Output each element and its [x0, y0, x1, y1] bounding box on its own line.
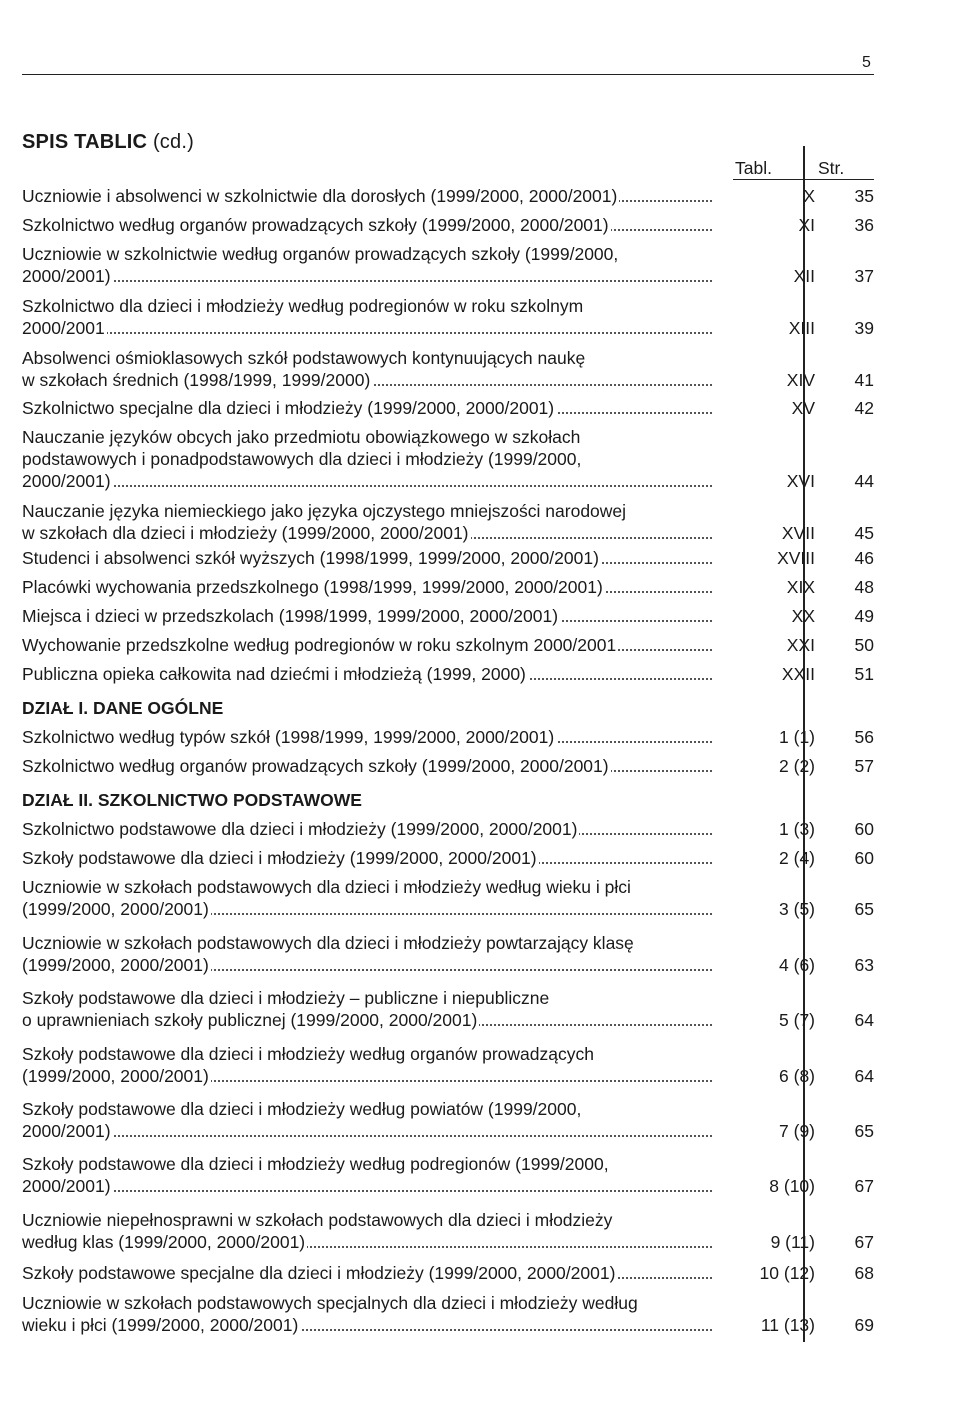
- toc-entry-title: Szkoły podstawowe dla dzieci i młodzieży według podregionów (1999/2000,: [22, 1154, 609, 1174]
- toc-entry-page-number: 35: [854, 186, 874, 206]
- page-title-text: SPIS TABLIC: [22, 131, 148, 153]
- toc-entry: [22, 243, 902, 287]
- toc-entry-table-number: 11 (13): [760, 1315, 815, 1335]
- toc-entry-leader-line: [22, 397, 712, 419]
- toc-entry-title: Szkoły podstawowe dla dzieci i młodzieży – publiczne i niepubliczne: [22, 988, 550, 1008]
- toc-entry-page-number: 63: [854, 955, 874, 975]
- toc-entry: [22, 547, 902, 569]
- toc-entry-table-number: 1 (3): [779, 819, 815, 839]
- toc-entry-title: 2000/2001): [22, 471, 111, 491]
- toc-entry: [22, 634, 902, 656]
- toc-entry-table-number: 6 (8): [779, 1066, 815, 1086]
- toc-entry: [22, 847, 902, 869]
- toc-entry-leader-line: [22, 726, 712, 748]
- toc-entry-title: o uprawnieniach szkoły publicznej (1999/2000, 2000/2001): [22, 1010, 478, 1030]
- toc-entry-leader-line: [22, 1314, 712, 1336]
- toc-entry-title: Szkolnictwo specjalne dla dzieci i młodzieży (1999/2000, 2000/2001): [22, 398, 555, 418]
- toc-entry: [22, 295, 902, 339]
- toc-entry-page-number: 56: [854, 727, 874, 747]
- toc-entry-leader-line: [22, 1065, 712, 1087]
- toc-entry-title: Wychowanie przedszkolne według podregionów w roku szkolnym 2000/2001: [22, 635, 617, 655]
- toc-entry-title: Szkolnictwo według organów prowadzących szkoły (1999/2000, 2000/2001): [22, 215, 609, 235]
- toc-entry-leader-line: [22, 818, 712, 840]
- toc-entry: [22, 1153, 902, 1197]
- toc-entry-page-number: 60: [854, 819, 874, 839]
- toc-entry-table-number: XX: [791, 606, 815, 626]
- toc-entry-title: Miejsca i dzieci w przedszkolach (1998/1999, 1999/2000, 2000/2001): [22, 606, 559, 626]
- toc-entry-table-number: X: [803, 186, 815, 206]
- toc-entry-page-number: 46: [854, 548, 874, 568]
- toc-entry-title: 2000/2001: [22, 318, 105, 338]
- toc-entry-table-number: XVI: [786, 471, 815, 491]
- toc-entry-leader-line: [22, 634, 712, 656]
- page-number: 5: [862, 54, 871, 71]
- toc-entry-title: Szkolnictwo według typów szkół (1998/1999, 1999/2000, 2000/2001): [22, 727, 555, 747]
- toc-entry-title: (1999/2000, 2000/2001): [22, 1066, 209, 1086]
- toc-entry-leader-line: [22, 265, 712, 287]
- toc-entry-page-number: 57: [854, 756, 874, 776]
- toc-entry-title: Szkolnictwo podstawowe dla dzieci i młodzieży (1999/2000, 2000/2001): [22, 819, 578, 839]
- toc-entry-table-number: 5 (7): [779, 1010, 815, 1030]
- toc-entry-leader-line: [22, 547, 712, 569]
- toc-entry-page-number: 65: [854, 1121, 874, 1141]
- toc-entry-table-number: XII: [793, 266, 815, 286]
- toc-entry: [22, 214, 902, 236]
- toc-entry-page-number: 36: [854, 215, 874, 235]
- toc-entry-title: Szkolnictwo według organów prowadzących szkoły (1999/2000, 2000/2001): [22, 756, 609, 776]
- toc-entry-page-number: 68: [854, 1263, 874, 1283]
- toc-entry-leader-line: [22, 847, 712, 869]
- toc-entry: [22, 1262, 902, 1284]
- toc-entry-title: Placówki wychowania przedszkolnego (1998/1999, 1999/2000, 2000/2001): [22, 577, 603, 597]
- toc-entry-leader-line: [22, 576, 712, 598]
- column-header-str: Str.: [818, 158, 845, 178]
- toc-entry-table-number: 9 (11): [770, 1232, 815, 1252]
- toc-entry: [22, 605, 902, 627]
- toc-entry-page-number: 39: [854, 318, 874, 338]
- toc-entry-leader-line: [22, 185, 712, 207]
- toc-entry-title: (1999/2000, 2000/2001): [22, 955, 209, 975]
- toc-entry-title: Studenci i absolwenci szkół wyższych (1998/1999, 1999/2000, 2000/2001): [22, 548, 599, 568]
- toc-entry-title: Szkoły podstawowe specjalne dla dzieci i młodzieży (1999/2000, 2000/2001): [22, 1263, 616, 1283]
- toc-entry: [22, 818, 902, 840]
- toc-entry-title: Szkolnictwo dla dzieci i młodzieży według podregionów w roku szkolnym: [22, 296, 584, 316]
- toc-entry: [22, 876, 902, 920]
- toc-entry-table-number: 10 (12): [759, 1263, 815, 1283]
- toc-entry-table-number: XIII: [788, 318, 815, 338]
- toc-entry: [22, 500, 902, 544]
- toc-entry-leader-line: [22, 663, 712, 685]
- toc-entry-table-number: XXII: [781, 664, 815, 684]
- toc-entry-title: Publiczna opieka całkowita nad dziećmi i młodzieżą (1999, 2000): [22, 664, 526, 684]
- toc-entry-table-number: 2 (4): [779, 848, 815, 868]
- toc-entry-table-number: XIV: [786, 370, 815, 390]
- toc-entry-page-number: 64: [854, 1010, 874, 1030]
- toc-entry-title: (1999/2000, 2000/2001): [22, 899, 209, 919]
- toc-entry-leader-line: [22, 1175, 712, 1197]
- toc-entry-table-number: XV: [791, 398, 815, 418]
- column-header-tabl: Tabl.: [735, 158, 772, 178]
- toc-entry-page-number: 69: [854, 1315, 874, 1335]
- toc-entry-table-number: XIX: [786, 577, 815, 597]
- toc-entry-leader-line: [22, 1262, 712, 1284]
- toc-entry-table-number: 1 (1): [779, 727, 815, 747]
- toc-entry: [22, 1043, 902, 1087]
- toc-entry-page-number: 37: [854, 266, 874, 286]
- toc-entry-title: Uczniowie i absolwenci w szkolnictwie dla dorosłych (1999/2000, 2000/2001): [22, 186, 618, 206]
- toc-entry-table-number: 8 (10): [769, 1176, 815, 1196]
- toc-entry-leader-line: [22, 898, 712, 920]
- toc-entry-page-number: 67: [854, 1232, 874, 1252]
- toc-entry-title: Uczniowie w szkolnictwie według organów prowadzących szkoły (1999/2000,: [22, 244, 619, 264]
- page-title-note: (cd.): [152, 131, 194, 153]
- toc-entry-page-number: 44: [854, 471, 874, 491]
- toc-entry-page-number: 48: [854, 577, 874, 597]
- toc-entry-title: w szkołach średnich (1998/1999, 1999/2000): [22, 370, 371, 390]
- toc-entry-leader-line: [22, 369, 712, 391]
- toc-entry-title: Uczniowie w szkołach podstawowych specjalnych dla dzieci i młodzieży według: [22, 1293, 638, 1313]
- toc-entry-table-number: 7 (9): [779, 1121, 815, 1141]
- toc-entry-table-number: XXI: [786, 635, 815, 655]
- toc-entry-leader-line: [22, 1120, 712, 1142]
- toc-entry-page-number: 64: [854, 1066, 874, 1086]
- toc-entry: [22, 347, 902, 391]
- toc-entry: [22, 397, 902, 419]
- toc-entry-title: Szkoły podstawowe dla dzieci i młodzieży (1999/2000, 2000/2001): [22, 848, 537, 868]
- toc-entry-table-number: 2 (2): [779, 756, 815, 776]
- toc-entry-title: Szkoły podstawowe dla dzieci i młodzieży według powiatów (1999/2000,: [22, 1099, 582, 1119]
- toc-entry: [22, 755, 902, 777]
- toc-entry: [22, 1292, 902, 1336]
- toc-entry-leader-line: [22, 954, 712, 976]
- toc-entry-leader-line: [22, 522, 712, 544]
- toc-entry-title: Uczniowie w szkołach podstawowych dla dzieci i młodzieży powtarzający klasę: [22, 933, 634, 953]
- toc-entry-title: Nauczanie języka niemieckiego jako języka ojczystego mniejszości narodowej: [22, 501, 627, 521]
- toc-entry-title: w szkołach dla dzieci i młodzieży (1999/2000, 2000/2001): [22, 523, 469, 543]
- toc-entry-leader-line: [22, 755, 712, 777]
- toc-entry-title: 2000/2001): [22, 266, 111, 286]
- toc-entry: [22, 576, 902, 598]
- section-heading: DZIAŁ I. DANE OGÓLNE: [22, 698, 224, 718]
- toc-entry-leader-line: [22, 605, 712, 627]
- toc-entry-page-number: 50: [854, 635, 874, 655]
- section-heading: DZIAŁ II. SZKOLNICTWO PODSTAWOWE: [22, 790, 362, 810]
- toc-entry-title: Uczniowie niepełnosprawni w szkołach podstawowych dla dzieci i młodzieży: [22, 1210, 613, 1230]
- toc-entry: [22, 185, 902, 207]
- toc-entry-page-number: 45: [854, 523, 874, 543]
- toc-entry-title: wieku i płci (1999/2000, 2000/2001): [22, 1315, 299, 1335]
- toc-entry-leader-line: [22, 214, 712, 236]
- toc-entry: [22, 987, 902, 1031]
- toc-entry-table-number: XI: [798, 215, 815, 235]
- toc-entry-page-number: 67: [854, 1176, 874, 1196]
- toc-entry-page-number: 60: [854, 848, 874, 868]
- toc-entry: [22, 1098, 902, 1142]
- toc-entry-page-number: 49: [854, 606, 874, 626]
- toc-entry-title: według klas (1999/2000, 2000/2001): [22, 1232, 306, 1252]
- toc-entry-title: Uczniowie w szkołach podstawowych dla dzieci i młodzieży według wieku i płci: [22, 877, 631, 897]
- toc-entry-page-number: 42: [854, 398, 874, 418]
- toc-entry-title: 2000/2001): [22, 1121, 111, 1141]
- toc-entry-table-number: 3 (5): [779, 899, 815, 919]
- toc-entry: [22, 426, 902, 492]
- toc-entry-title: podstawowych i ponadpodstawowych dla dzieci i młodzieży (1999/2000,: [22, 449, 582, 469]
- toc-entry-title: 2000/2001): [22, 1176, 111, 1196]
- toc-entry-page-number: 51: [854, 664, 874, 684]
- toc-entry: [22, 1209, 902, 1253]
- toc-entry-leader-line: [22, 317, 712, 339]
- toc-entry-table-number: XVII: [781, 523, 815, 543]
- toc-entry-leader-line: [22, 470, 712, 492]
- toc-entry: [22, 932, 902, 976]
- toc-entry-table-number: 4 (6): [779, 955, 815, 975]
- toc-entry-title: Nauczanie języków obcych jako przedmiotu obowiązkowego w szkołach: [22, 427, 581, 447]
- toc-entry-page-number: 65: [854, 899, 874, 919]
- toc-entry-page-number: 41: [854, 370, 874, 390]
- toc-entry-leader-line: [22, 1009, 712, 1031]
- toc-entry-title: Szkoły podstawowe dla dzieci i młodzieży według organów prowadzących: [22, 1044, 594, 1064]
- toc-entry-table-number: XVIII: [777, 548, 815, 568]
- toc-entry: [22, 663, 902, 685]
- toc-entry-leader-line: [22, 1231, 712, 1253]
- toc-entry: [22, 726, 902, 748]
- toc-entry-title: Absolwenci ośmioklasowych szkół podstawowych kontynuujących naukę: [22, 348, 586, 368]
